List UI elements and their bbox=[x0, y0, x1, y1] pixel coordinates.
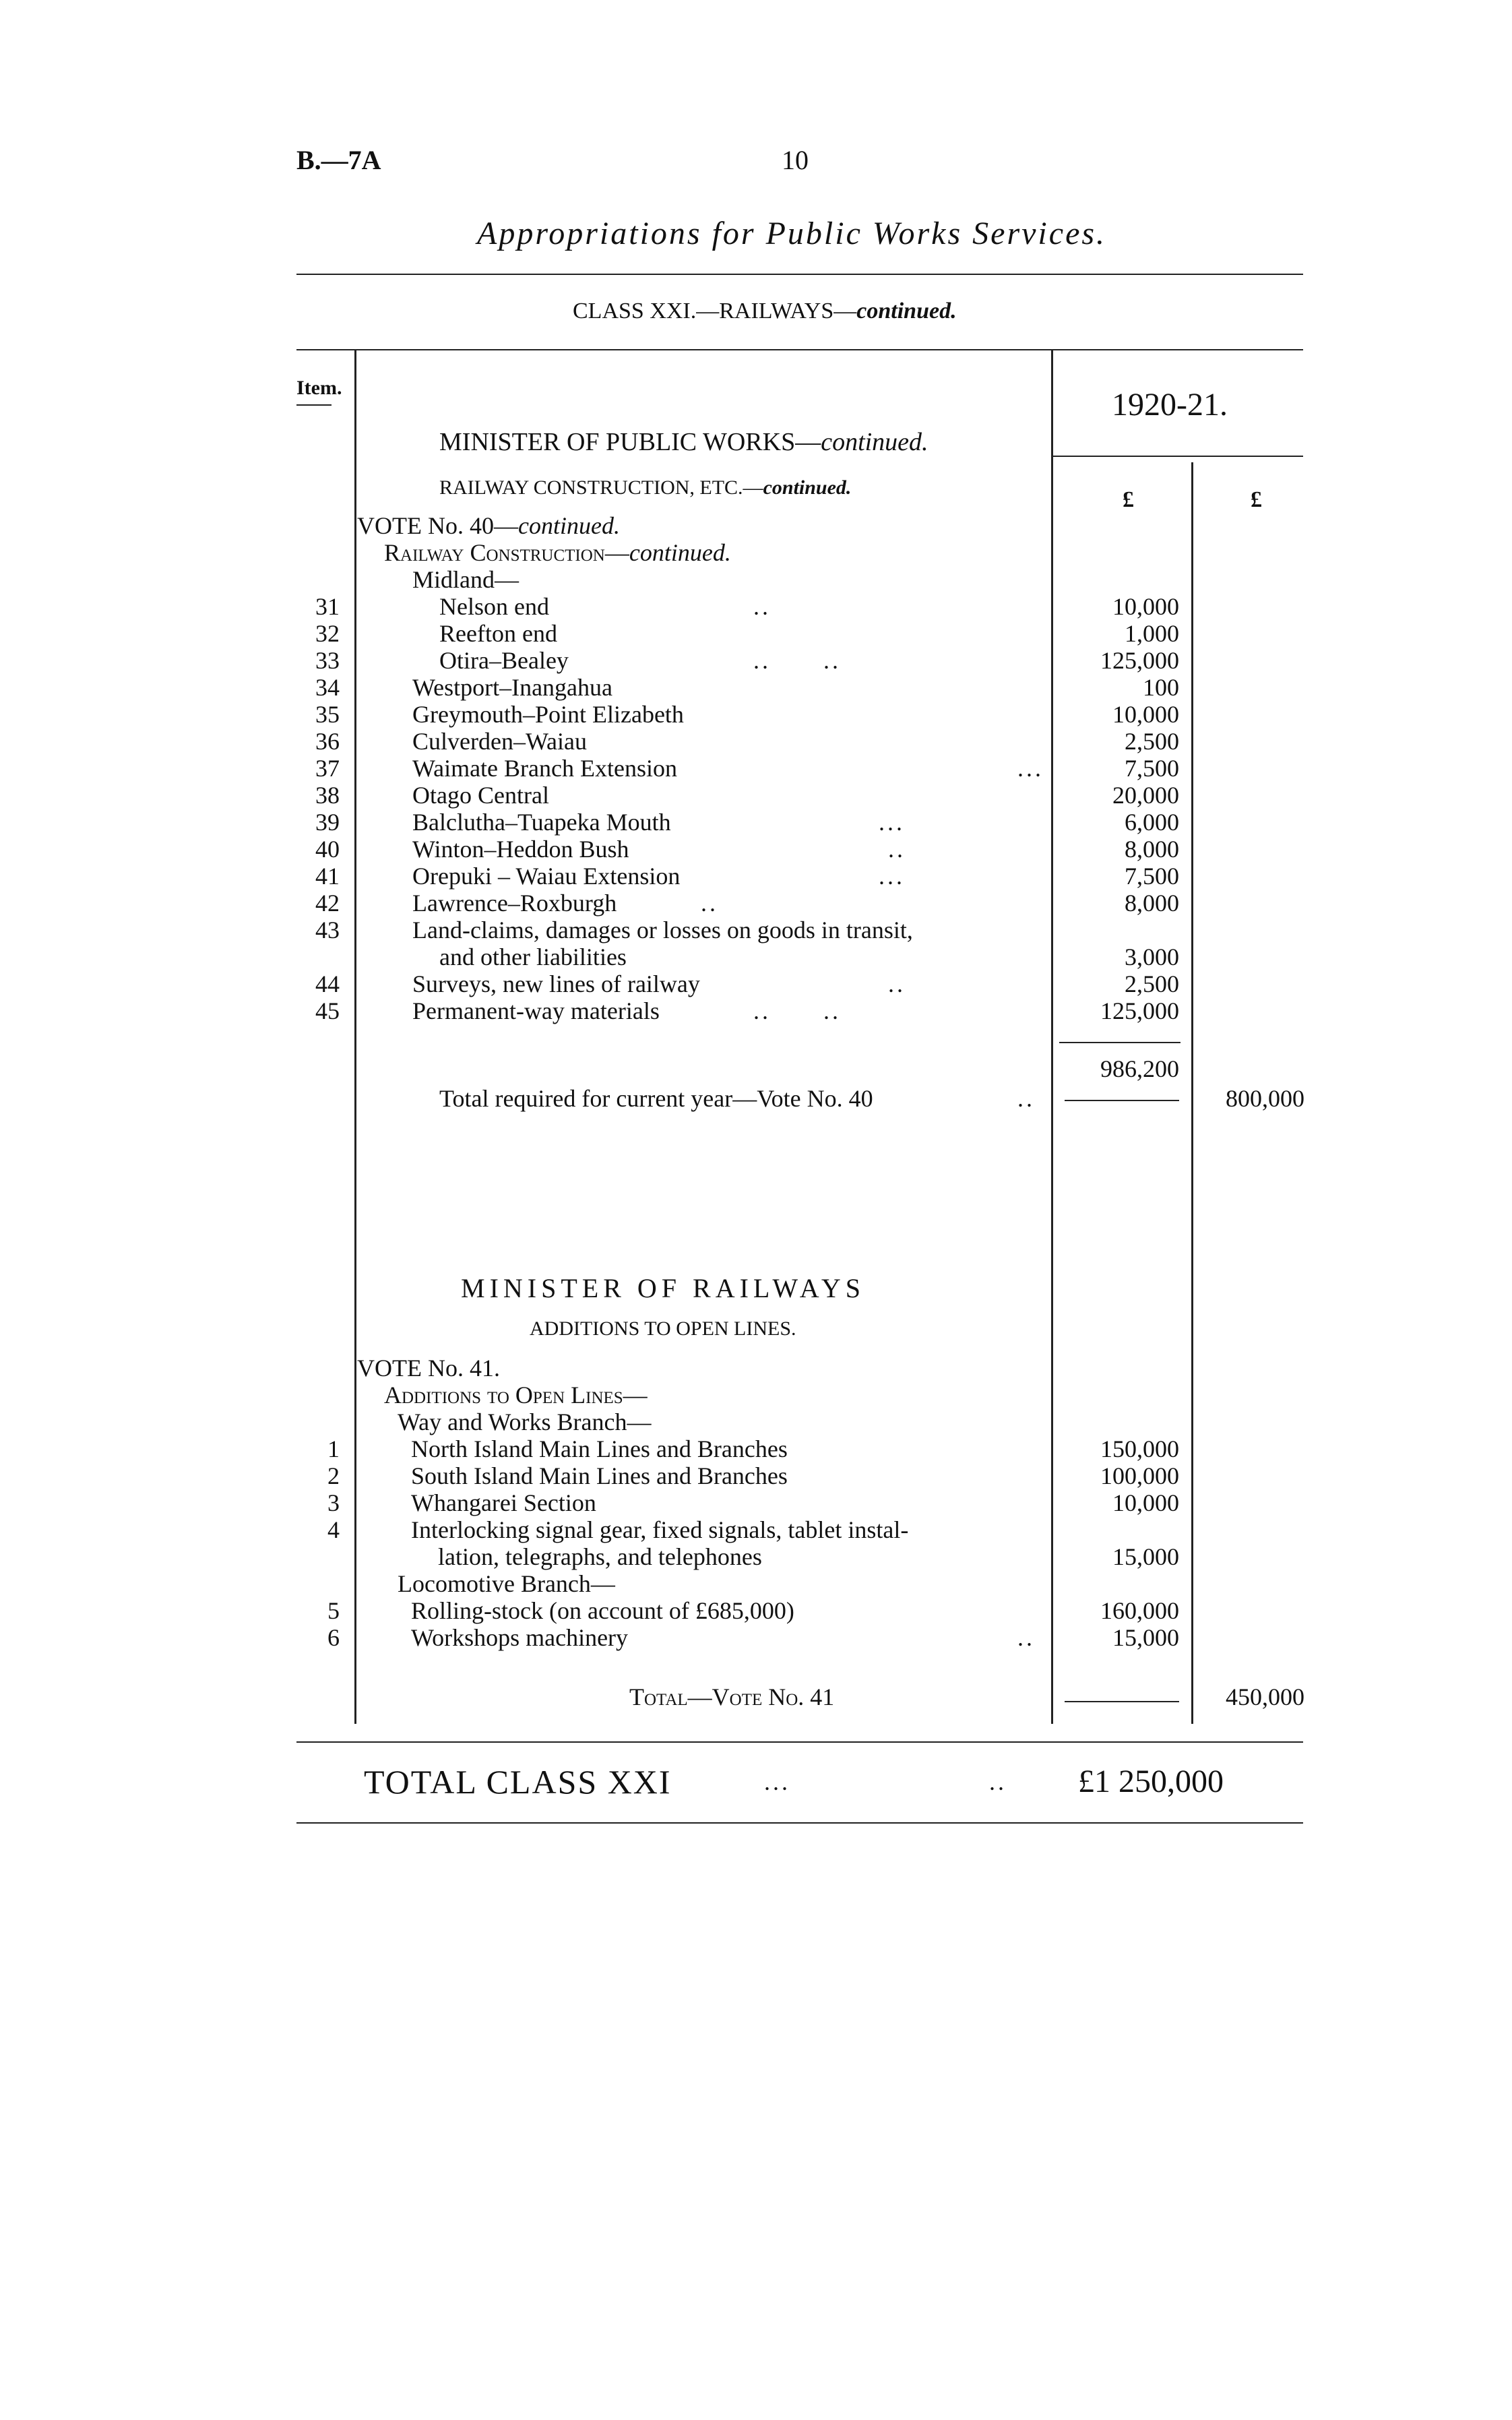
item-amount: 125,000 bbox=[1100, 647, 1179, 674]
leader-dots: ... bbox=[879, 809, 905, 836]
subtotal-rule bbox=[1059, 1042, 1180, 1043]
item-number: 5 bbox=[327, 1597, 340, 1624]
document-reference: B.—7A bbox=[296, 145, 381, 175]
way-and-works-subgroup: Way and Works Branch— bbox=[398, 1408, 652, 1435]
vote-41-heading: VOTE No. 41. bbox=[357, 1355, 500, 1382]
item-amount: 1,000 bbox=[1125, 620, 1179, 647]
item-amount: 7,500 bbox=[1125, 863, 1179, 890]
leader-dots: .. .. bbox=[753, 997, 841, 1024]
item-label: Workshops machinery bbox=[411, 1624, 629, 1651]
item-amount: 125,000 bbox=[1100, 997, 1179, 1024]
grand-total-label: TOTAL CLASS XXI bbox=[364, 1763, 672, 1801]
leader-dots: .. .. bbox=[753, 647, 841, 674]
vote-40-total-label: Total required for current year—Vote No. 40 bbox=[439, 1085, 873, 1112]
ministry-heading-public-works bbox=[439, 429, 928, 456]
item-number: 33 bbox=[315, 647, 340, 674]
item-label: Culverden–Waiau bbox=[412, 728, 588, 755]
leader-dots: .. bbox=[1017, 1624, 1035, 1651]
item-number: 45 bbox=[315, 997, 340, 1024]
vote-40-total: 800,000 bbox=[1226, 1085, 1304, 1112]
leader-dots: .. bbox=[989, 1768, 1007, 1795]
item-number: 1 bbox=[327, 1435, 340, 1462]
grand-total-top-rule bbox=[296, 1741, 1303, 1743]
item-number: 38 bbox=[315, 782, 340, 809]
item-amount: 2,500 bbox=[1125, 970, 1179, 997]
additions-subheading: ADDITIONS TO OPEN LINES. bbox=[530, 1317, 796, 1340]
item-label: Otira–Bealey bbox=[439, 647, 569, 674]
item-number: 32 bbox=[315, 620, 340, 647]
item-number: 3 bbox=[327, 1489, 340, 1516]
item-label: Westport–Inangahua bbox=[412, 674, 612, 701]
leader-dots: .. bbox=[888, 970, 906, 997]
item-label: Surveys, new lines of railway bbox=[412, 970, 700, 997]
class-title: CLASS XXI.—RAILWAYS— bbox=[573, 299, 857, 323]
subheading-continued: continued. bbox=[763, 476, 852, 499]
item-number: 40 bbox=[315, 836, 340, 863]
item-label: Whangarei Section bbox=[411, 1489, 596, 1516]
ministry-continued: continued. bbox=[821, 428, 928, 456]
group-text: Railway Construction— bbox=[384, 539, 629, 566]
year-column-header: 1920-21. bbox=[1112, 387, 1228, 423]
item-label: Lawrence–Roxburgh bbox=[412, 890, 617, 917]
leader-dots: .. bbox=[753, 593, 771, 620]
item-label: Winton–Heddon Bush bbox=[412, 836, 629, 863]
item-number: 42 bbox=[315, 890, 340, 917]
item-label: Nelson end bbox=[439, 593, 549, 620]
item-amount: 150,000 bbox=[1100, 1435, 1179, 1462]
item-amount: 160,000 bbox=[1100, 1597, 1179, 1624]
leader-dots: .. bbox=[888, 836, 906, 863]
item-amount: 6,000 bbox=[1125, 809, 1179, 836]
leader-dots: ... bbox=[879, 863, 905, 890]
vote-40-subtotal: 986,200 bbox=[1100, 1055, 1179, 1082]
subheading-text: RAILWAY CONSTRUCTION, ETC.— bbox=[439, 476, 763, 499]
item-number: 4 bbox=[327, 1516, 340, 1543]
vote-41-total-label: Total—Vote No. 41 bbox=[629, 1683, 835, 1710]
item-label-line1: Land-claims, damages or losses on goods in transit, bbox=[412, 917, 913, 943]
item-number: 41 bbox=[315, 863, 340, 890]
leader-dots: ... bbox=[1017, 755, 1044, 782]
item-header-rule bbox=[296, 404, 332, 406]
item-amount: 3,000 bbox=[1125, 943, 1179, 970]
item-amount: 10,000 bbox=[1112, 593, 1179, 620]
item-amount: 15,000 bbox=[1112, 1624, 1179, 1651]
item-amount: 2,500 bbox=[1125, 728, 1179, 755]
table-top-rule bbox=[296, 349, 1303, 350]
midland-subgroup: Midland— bbox=[412, 566, 519, 593]
item-number: 34 bbox=[315, 674, 340, 701]
item-label-line2: and other liabilities bbox=[439, 943, 627, 970]
item-label-line2: lation, telegraphs, and telephones bbox=[438, 1543, 762, 1570]
item-number: 6 bbox=[327, 1624, 340, 1651]
item-label: North Island Main Lines and Branches bbox=[411, 1435, 788, 1462]
leader-dots: .. bbox=[1017, 1085, 1035, 1112]
railway-construction-subheading bbox=[439, 474, 851, 501]
grand-total-bottom-rule bbox=[296, 1822, 1303, 1824]
page-number: 10 bbox=[782, 145, 809, 175]
pound-header-1: £ bbox=[1123, 487, 1134, 512]
item-label: Orepuki – Waiau Extension bbox=[412, 863, 681, 890]
item-number: 31 bbox=[315, 593, 340, 620]
item-label: Waimate Branch Extension bbox=[412, 755, 677, 782]
leader-dots: ... bbox=[764, 1768, 790, 1795]
item-column-divider bbox=[354, 349, 356, 1724]
locomotive-subgroup: Locomotive Branch— bbox=[398, 1570, 615, 1597]
additions-group: Additions to Open Lines— bbox=[384, 1382, 648, 1408]
item-label: Permanent-way materials bbox=[412, 997, 660, 1024]
item-label: Greymouth–Point Elizabeth bbox=[412, 701, 684, 728]
amount-column-divider bbox=[1051, 349, 1053, 1724]
item-amount: 100,000 bbox=[1100, 1462, 1179, 1489]
item-label: Balclutha–Tuapeka Mouth bbox=[412, 809, 671, 836]
group-continued: continued. bbox=[629, 539, 731, 566]
pound-header-2: £ bbox=[1251, 487, 1262, 512]
railway-construction-group bbox=[384, 539, 731, 566]
item-number: 39 bbox=[315, 809, 340, 836]
item-amount: 7,500 bbox=[1125, 755, 1179, 782]
item-number: 43 bbox=[315, 917, 340, 943]
item-number: 35 bbox=[315, 701, 340, 728]
item-number: 44 bbox=[315, 970, 340, 997]
item-amount: 15,000 bbox=[1112, 1543, 1179, 1570]
ministry-heading-railways: MINISTER OF RAILWAYS bbox=[461, 1273, 866, 1303]
item-label: South Island Main Lines and Branches bbox=[411, 1462, 788, 1489]
vote-41-rule bbox=[1065, 1701, 1179, 1702]
vote-40-heading bbox=[357, 512, 620, 539]
vote-text: VOTE No. 40— bbox=[357, 512, 518, 539]
class-continued: continued. bbox=[856, 299, 957, 323]
item-amount: 10,000 bbox=[1112, 701, 1179, 728]
year-header-rule bbox=[1051, 456, 1303, 457]
ministry-name: MINISTER OF PUBLIC WORKS— bbox=[439, 428, 821, 456]
item-column-header: Item. bbox=[296, 377, 342, 399]
item-number: 37 bbox=[315, 755, 340, 782]
item-label-line1: Interlocking signal gear, fixed signals, tablet instal- bbox=[411, 1516, 909, 1543]
item-label: Otago Central bbox=[412, 782, 549, 809]
page-title: Appropriations for Public Works Services. bbox=[477, 216, 1107, 251]
item-amount: 20,000 bbox=[1112, 782, 1179, 809]
item-label: Reefton end bbox=[439, 620, 557, 647]
vote-41-total: 450,000 bbox=[1226, 1683, 1304, 1710]
item-label: Rolling-stock (on account of £685,000) bbox=[411, 1597, 794, 1624]
item-number: 36 bbox=[315, 728, 340, 755]
subtotal-underline bbox=[1065, 1100, 1179, 1101]
grand-total-amount: £1 250,000 bbox=[1078, 1764, 1224, 1799]
item-amount: 100 bbox=[1143, 674, 1179, 701]
item-number: 2 bbox=[327, 1462, 340, 1489]
item-amount: 8,000 bbox=[1125, 836, 1179, 863]
title-rule bbox=[296, 274, 1303, 275]
item-amount: 8,000 bbox=[1125, 890, 1179, 917]
item-amount: 10,000 bbox=[1112, 1489, 1179, 1516]
leader-dots: .. bbox=[701, 890, 718, 917]
vote-continued: continued. bbox=[517, 512, 620, 539]
class-heading bbox=[573, 298, 957, 325]
